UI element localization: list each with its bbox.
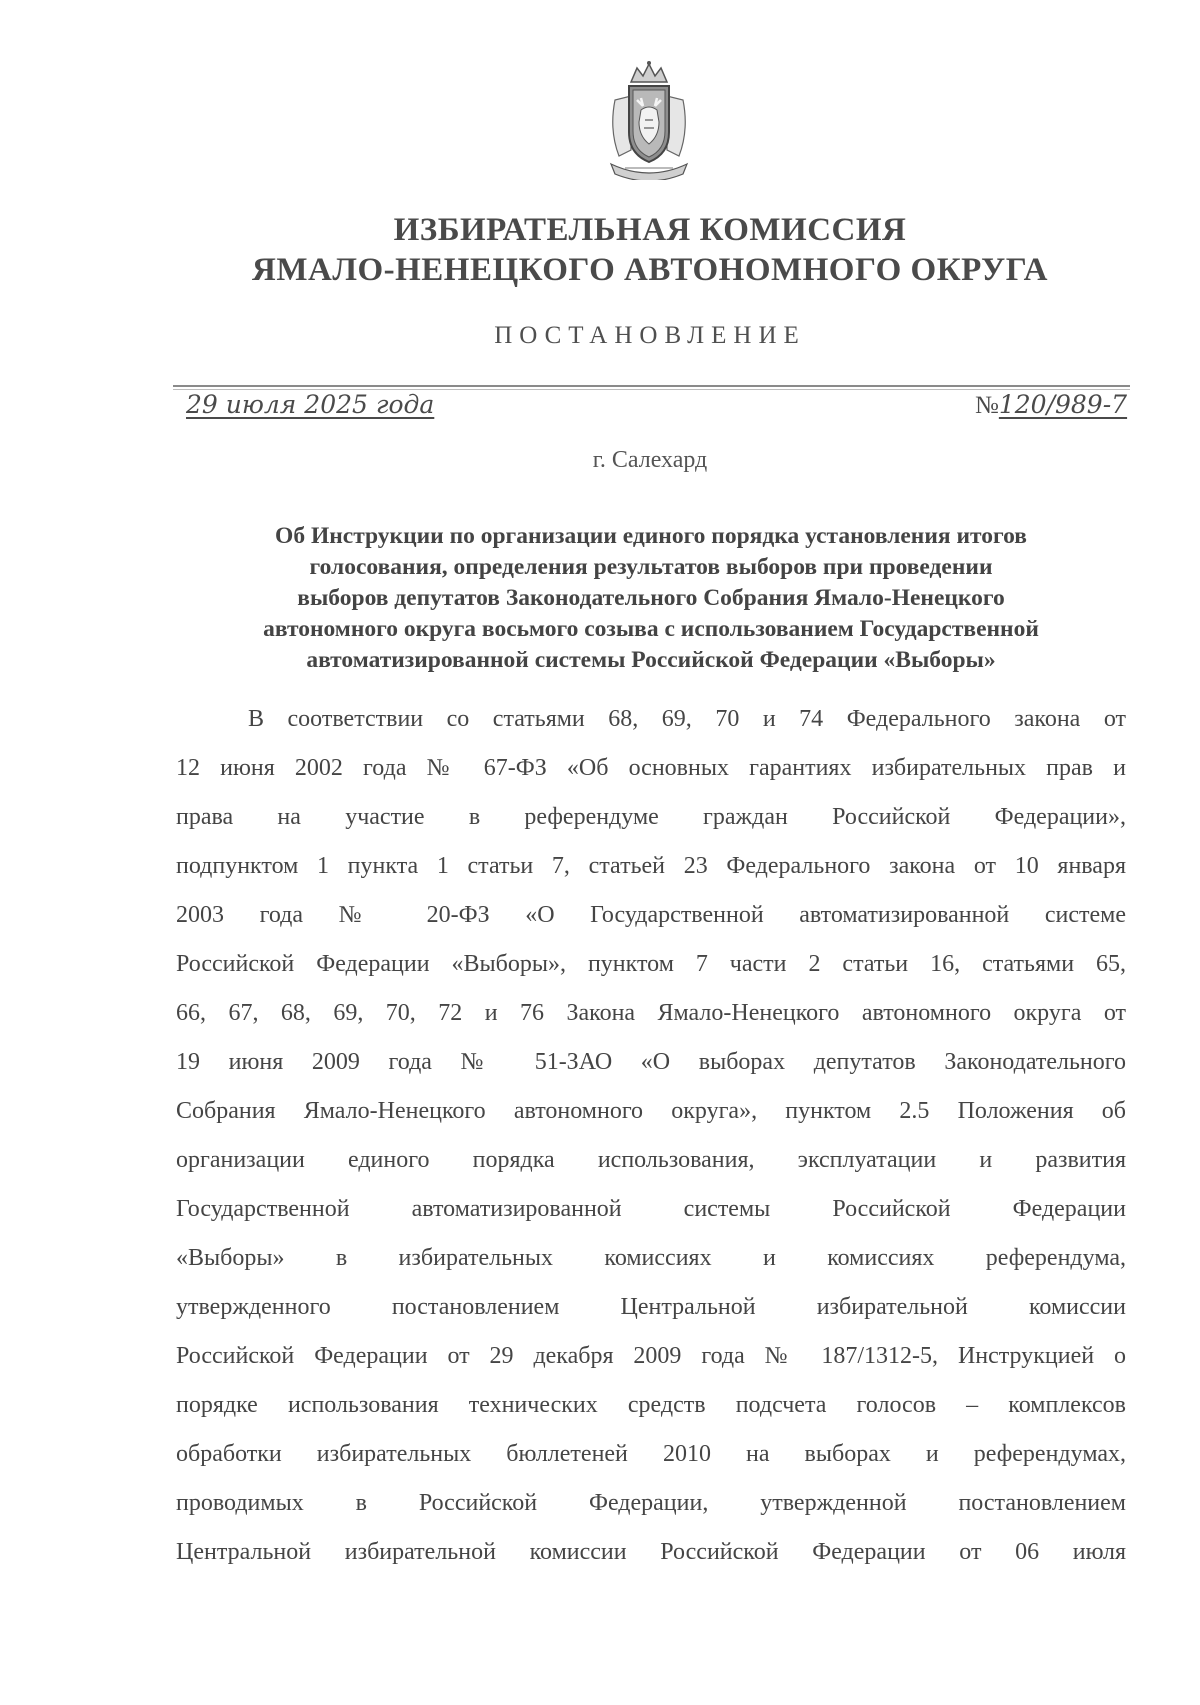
body-line: «Выборы» в избирательных комиссиях и комиссиях референдума, <box>176 1245 1126 1271</box>
body-line: проводимых в Российской Федерации, утвержденной постановлением <box>176 1490 1126 1516</box>
body-line: 2003 года № 20-ФЗ «О Государственной автоматизированной системе <box>176 902 1126 928</box>
commission-name-line1: ИЗБИРАТЕЛЬНАЯ КОМИССИЯ <box>393 212 907 248</box>
title-line: автономного округа восьмого созыва с использованием Государственной <box>263 616 1039 642</box>
coat-of-arms-emblem <box>601 60 697 180</box>
title-line: Об Инструкции по организации единого порядка установления итогов <box>275 523 1027 549</box>
body-line: Собрания Ямало-Ненецкого автономного округа», пунктом 2.5 Положения об <box>176 1098 1126 1124</box>
body-line: права на участие в референдуме граждан Российской Федерации», <box>176 804 1126 830</box>
body-line: Российской Федерации «Выборы», пунктом 7 части 2 статьи 16, статьями 65, <box>176 951 1126 977</box>
document-number <box>975 390 1127 420</box>
body-line: Центральной избирательной комиссии Российской Федерации от 06 июля <box>176 1539 1126 1565</box>
handwritten-number: 120/989-7 <box>998 390 1128 419</box>
title-line: автоматизированной системы Российской Федерации «Выборы» <box>306 647 996 673</box>
body-line: В соответствии со статьями 68, 69, 70 и 74 Федерального закона от <box>248 706 1126 732</box>
body-line: организации единого порядка использования, эксплуатации и развития <box>176 1147 1126 1173</box>
body-line: 19 июня 2009 года № 51-ЗАО «О выборах депутатов Законодательного <box>176 1049 1126 1075</box>
title-line: голосования, определения результатов выборов при проведении <box>309 554 993 580</box>
body-line: 66, 67, 68, 69, 70, 72 и 76 Закона Ямало-Ненецкого автономного округа от <box>176 1000 1126 1026</box>
resolution-title <box>170 521 1132 676</box>
body-line: подпунктом 1 пункта 1 статьи 7, статьей 23 Федерального закона от 10 января <box>176 853 1126 879</box>
emblem-icon <box>601 60 697 180</box>
body-line: Российской Федерации от 29 декабря 2009 года № 187/1312-5, Инструкцией о <box>176 1343 1126 1369</box>
city-name: г. Салехард <box>592 447 708 473</box>
body-line: порядке использования технических средств подсчета голосов – комплексов <box>176 1392 1126 1418</box>
body-line: Государственной автоматизированной системы Российской Федерации <box>176 1196 1126 1222</box>
handwritten-date: 29 июля 2025 года <box>186 390 435 419</box>
document-type-heading: ПОСТАНОВЛЕНИЕ <box>494 322 806 349</box>
body-line: утвержденного постановлением Центральной избирательной комиссии <box>176 1294 1126 1320</box>
title-line: выборов депутатов Законодательного Собрания Ямало-Ненецкого <box>297 585 1005 611</box>
commission-name-line2: ЯМАЛО-НЕНЕЦКОГО АВТОНОМНОГО ОКРУГА <box>252 252 1048 288</box>
body-line: 12 июня 2002 года № 67-ФЗ «Об основных гарантиях избирательных прав и <box>176 755 1126 781</box>
number-sign: № <box>975 392 999 419</box>
body-line: обработки избирательных бюллетеней 2010 на выборах и референдумах, <box>176 1441 1126 1467</box>
